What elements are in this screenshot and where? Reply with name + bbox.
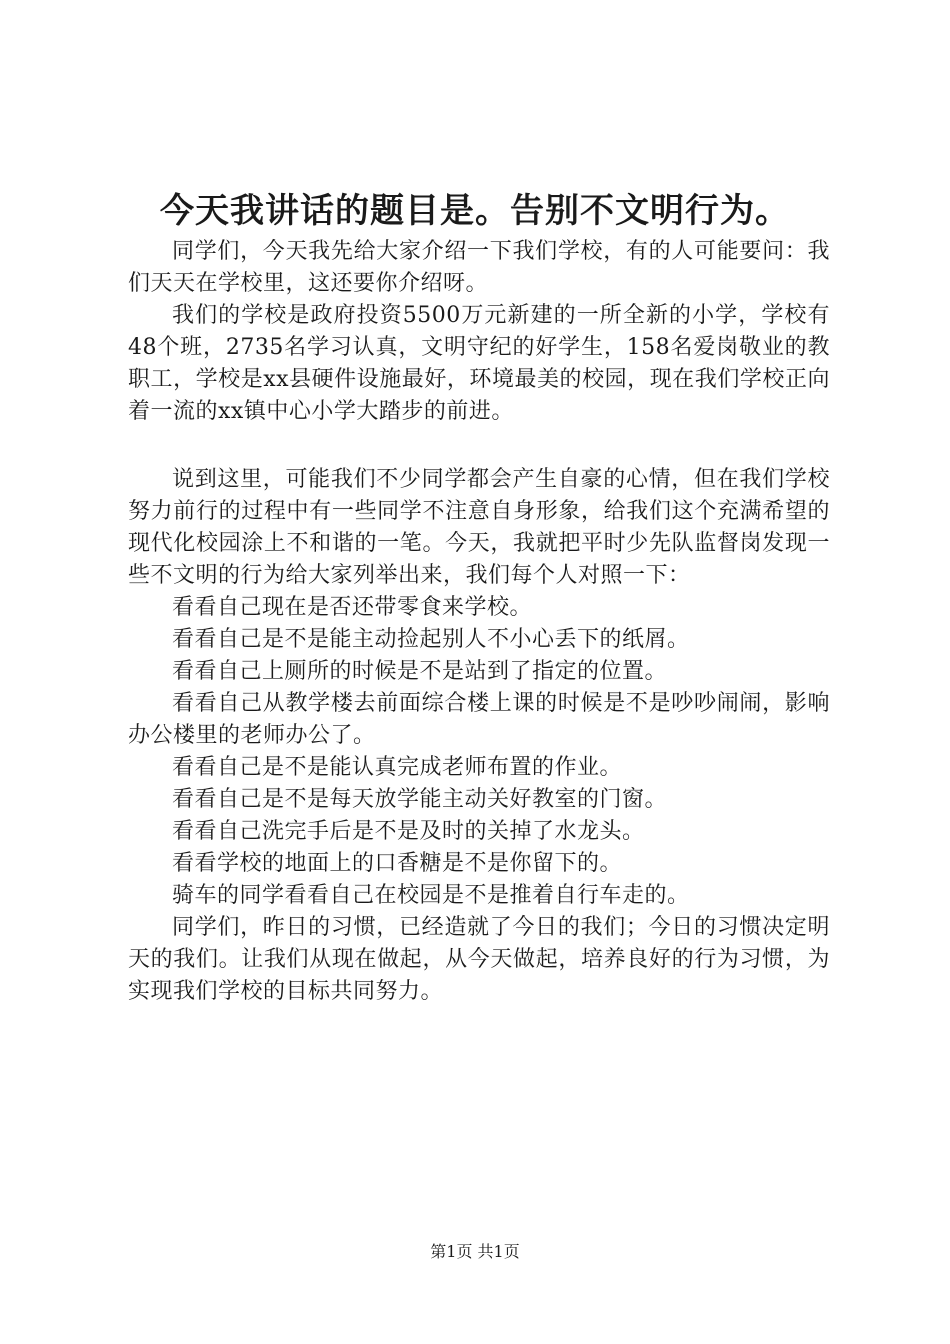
paragraph-conclusion: 同学们，昨日的习惯，已经造就了今日的我们；今日的习惯决定明天的我们。让我们从现在做起，从今天做起，培养良好的行为习惯，为实现我们学校的目标共同努力。 bbox=[128, 915, 830, 1004]
page-title: 今天我讲话的题目是。告别不文明行为。 bbox=[160, 191, 790, 231]
list-item-bicycle: 骑车的同学看看自己在校园是不是推着自行车走的。 bbox=[172, 883, 690, 908]
list-item-litter: 看看自己是不是能主动捡起别人不小心丢下的纸屑。 bbox=[172, 627, 690, 652]
list-item-restroom: 看看自己上厕所的时候是不是站到了指定的位置。 bbox=[172, 659, 668, 684]
page-footer: 第1页 共1页 bbox=[430, 1242, 520, 1261]
list-item-faucet: 看看自己洗完手后是不是及时的关掉了水龙头。 bbox=[172, 819, 645, 844]
paragraph-uncivil-behavior: 说到这里，可能我们不少同学都会产生自豪的心情，但在我们学校努力前行的过程中有一些同学不注意自身形象，给我们这个充满希望的现代化校园涂上不和谐的一笔。今天，我就把平时少先队监督岗发现一些不文明的行为给大家列举出来，我们每个人对照一下： bbox=[128, 467, 830, 588]
list-item-gum: 看看学校的地面上的口香糖是不是你留下的。 bbox=[172, 851, 623, 876]
list-item-windows: 看看自己是不是每天放学能主动关好教室的门窗。 bbox=[172, 787, 668, 812]
list-item-homework: 看看自己是不是能认真完成老师布置的作业。 bbox=[172, 755, 623, 780]
list-item-snacks: 看看自己现在是否还带零食来学校。 bbox=[172, 595, 533, 620]
paragraph-intro: 同学们，今天我先给大家介绍一下我们学校，有的人可能要问：我们天天在学校里，这还要你介绍呀。 bbox=[128, 239, 830, 296]
list-item-noise: 看看自己从教学楼去前面综合楼上课的时候是不是吵吵闹闹，影响办公楼里的老师办公了。 bbox=[128, 691, 830, 748]
paragraph-school-info: 我们的学校是政府投资5500万元新建的一所全新的小学，学校有48个班，2735名学习认真，文明守纪的好学生，158名爱岗敬业的教职工，学校是xx县硬件设施最好，环境最美的校园，现在我们学校正向着一流的xx镇中心小学大踏步的前进。 bbox=[128, 303, 830, 424]
paragraph-spacer bbox=[128, 428, 830, 464]
document-body bbox=[128, 236, 830, 1008]
